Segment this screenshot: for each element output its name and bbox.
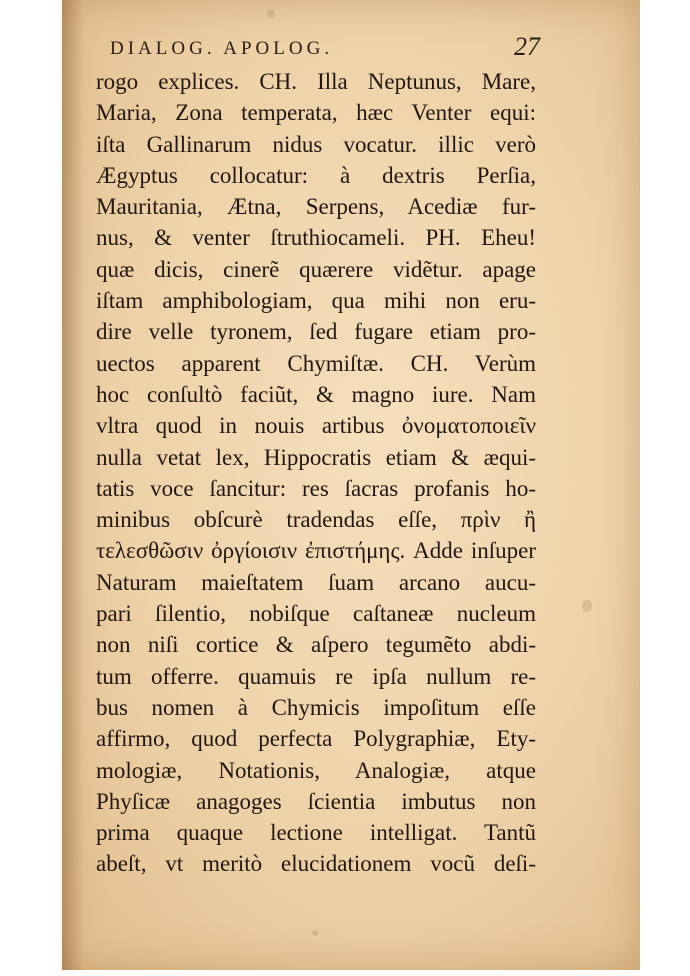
body-text [96, 66, 536, 880]
text-line: Maria, Zona temperata, hæc Venter equi: [96, 100, 536, 126]
page-header [110, 32, 540, 66]
text-line: Mauritania, Ætna, Serpens, Acediæ fur- [96, 194, 536, 220]
text-line: iſtam amphibologiam, qua mihi non eru- [96, 288, 536, 314]
text-line: mologiæ, Notationis, Analogiæ, atque [96, 757, 536, 783]
text-line: prima quaque lectione intelligat. Tantũ [96, 820, 536, 846]
text-line: hoc conſultò faciũt, & magno iure. Nam [96, 381, 536, 407]
text-line: minibus obſcurè tradendas eſſe, πρὶν ἢ [96, 507, 536, 533]
text-line: Naturam maieſtatem ſuam arcano aucu- [96, 569, 536, 595]
text-line: nus, & venter ſtruthiocameli. PH. Eheu! [96, 225, 536, 251]
text-line: rogo explices. CH. Illa Neptunus, Mare, [96, 69, 536, 94]
text-line: vltra quod in nouis artibus ὀνοματοποιεῖν [96, 413, 536, 439]
running-head: DIALOG. APOLOG. [110, 38, 334, 59]
text-line: non niſi cortice & aſpero tegumẽto abdi- [96, 632, 536, 658]
text-line: dire velle tyronem, ſed fugare etiam pro- [96, 319, 536, 345]
paper-stain [312, 930, 318, 936]
text-line: Ægyptus collocatur: à dextris Perſia, [96, 162, 536, 188]
text-line: uectos apparent Chymiſtæ. CH. Verùm [96, 350, 536, 376]
text-line: affirmo, quod perfecta Polygraphiæ, Ety- [96, 726, 536, 752]
text-line: tatis voce ſancitur: res ſacras profanis ho- [96, 475, 536, 501]
paper-stain [267, 10, 275, 18]
text-line: Phyſicæ anagoges ſcientia imbutus non [96, 788, 536, 814]
text-line: tum offerre. quamuis re ipſa nullum re- [96, 663, 536, 689]
text-line: nulla vetat lex, Hippocratis etiam & æqui- [96, 444, 536, 470]
text-line: iſta Gallinarum nidus vocatur. illic verò [96, 131, 536, 157]
text-line: τελεσθῶσιν ὀργίοισιν ἐπιστήμης. Adde inſuper [96, 538, 536, 564]
text-line: bus nomen à Chymicis impoſitum eſſe [96, 694, 536, 720]
paper-stain [582, 600, 592, 612]
text-line: abeſt, vt meritò elucidationem vocũ deſi- [96, 851, 536, 877]
page-number: 27 [514, 32, 540, 61]
text-line: quæ dicis, cinerẽ quærere vidẽtur. apage [96, 256, 536, 282]
text-line: pari ſilentio, nobiſque caſtaneæ nucleum [96, 601, 536, 627]
